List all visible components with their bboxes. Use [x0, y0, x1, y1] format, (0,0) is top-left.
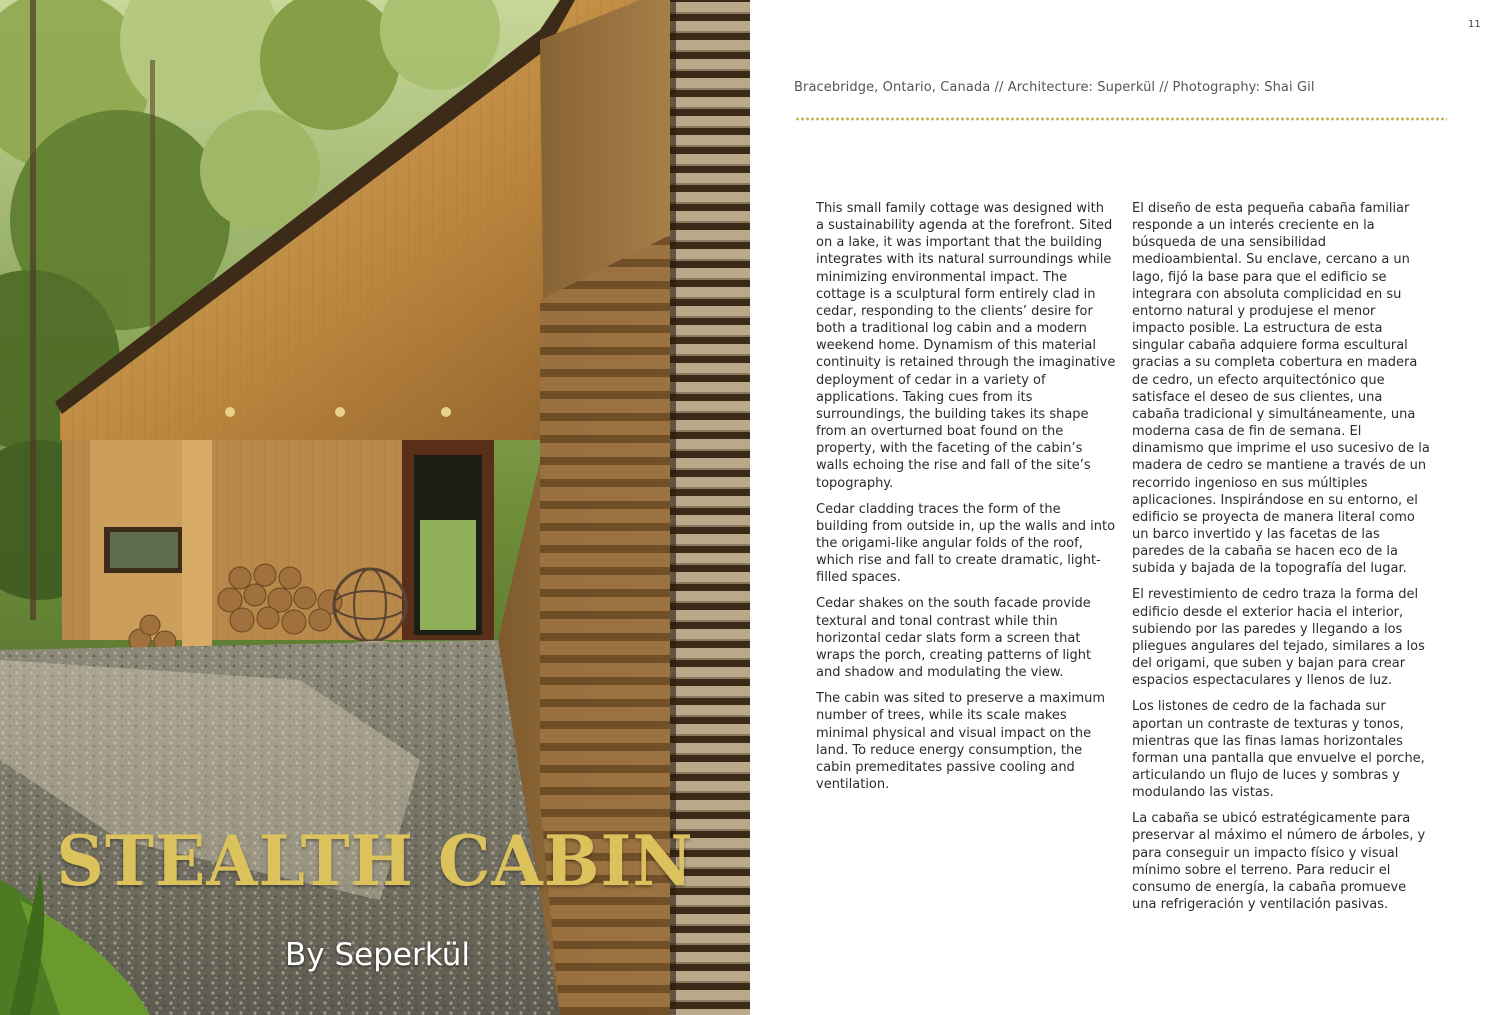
spanish-text-column: [1132, 200, 1432, 922]
spanish-paragraph: El diseño de esta pequeña cabaña familiar responde a un interés creciente en la búsqueda de una sensibilidad medioambiental. Su enclave, cercano a un lago, fijó la base para que el edificio se integrara con absoluta complicidad en su entorno natural y produjese el menor impacto posible. La estructura de esta singular cabaña adquiere forma escultural gracias a su completa cobertura en madera de cedro, un efecto arquitectónico que satisface el deseo de sus clientes, una cabaña tradicional y simultáneamente, una moderna casa de fin de semana. El dinamismo que imprime el uso sucesivo de la madera de cedro se mantiene a través de un recorrido ingenioso en sus múltiples aplicaciones. Inspirándose en su entorno, el edificio se proyecta de manera literal como un barco invertido y las facetas de las paredes de la cabaña se hacen eco de la subida y bajada de la topografía del lugar.: [1132, 201, 1430, 577]
english-text-column: [816, 200, 1116, 802]
spanish-paragraph: Los listones de cedro de la fachada sur aportan un contraste de texturas y tonos, mientras que las finas lamas horizontales forman una pantalla que envuelve el porche, articulando un flujo de luces y sombras y modulando las vistas.: [1132, 699, 1425, 801]
spanish-paragraph: El revestimiento de cedro traza la forma del edificio desde el exterior hacia el interior, subiendo por las paredes y llegando a los pliegues angulares del tejado, similares a los del origami, que suben y bajan para crear espacios espectaculares y llenos de luz.: [1132, 587, 1425, 689]
english-paragraph: Cedar shakes on the south facade provide textural and tonal contrast while thin horizontal cedar slats form a screen that wraps the porch, creating patterns of light and shadow and modulating the view.: [816, 596, 1092, 681]
cover-title: STEALTH CABIN: [56, 820, 694, 902]
english-paragraph: This small family cottage was designed with a sustainability agenda at the forefront. Sited on a lake, it was important that the building integrates with its natural surroundings while minimizing environmental impact. The cottage is a sculptural form entirely clad in cedar, responding to the clients’ desire for both a traditional log cabin and a modern weekend home. Dynamism of this material continuity is retained through the imaginative deployment of cedar in a variety of applications. Taking cues from its surroundings, the building takes its shape from an overturned boat found on the property, with the faceting of the cabin’s walls echoing the rise and fall of the site’s topography.: [816, 201, 1116, 491]
dotted-divider: [795, 117, 1447, 121]
english-paragraph: Cedar cladding traces the form of the building from outside in, up the walls and into the origami-like angular folds of the roof, which rise and fall to create dramatic, light-filled spaces.: [816, 501, 1116, 586]
cover-subtitle: By Seperkül: [285, 937, 470, 973]
spanish-paragraph: La cabaña se ubicó estratégicamente para preservar al máximo el número de árboles, y para conseguir un impacto físico y visual mínimo sobre el terreno. Para reducir el consumo de energía, la cabaña promueve una refrigeración y ventilación pasivas.: [1132, 811, 1426, 913]
project-credits: Bracebridge, Ontario, Canada // Architecture: Superkül // Photography: Shai Gil: [794, 80, 1315, 95]
page-number: 11: [1468, 19, 1481, 30]
english-paragraph: The cabin was sited to preserve a maximum number of trees, while its scale makes minimal physical and visual impact on the land. To reduce energy consumption, the cabin premeditates passive cooling and ventilation.: [816, 691, 1106, 792]
